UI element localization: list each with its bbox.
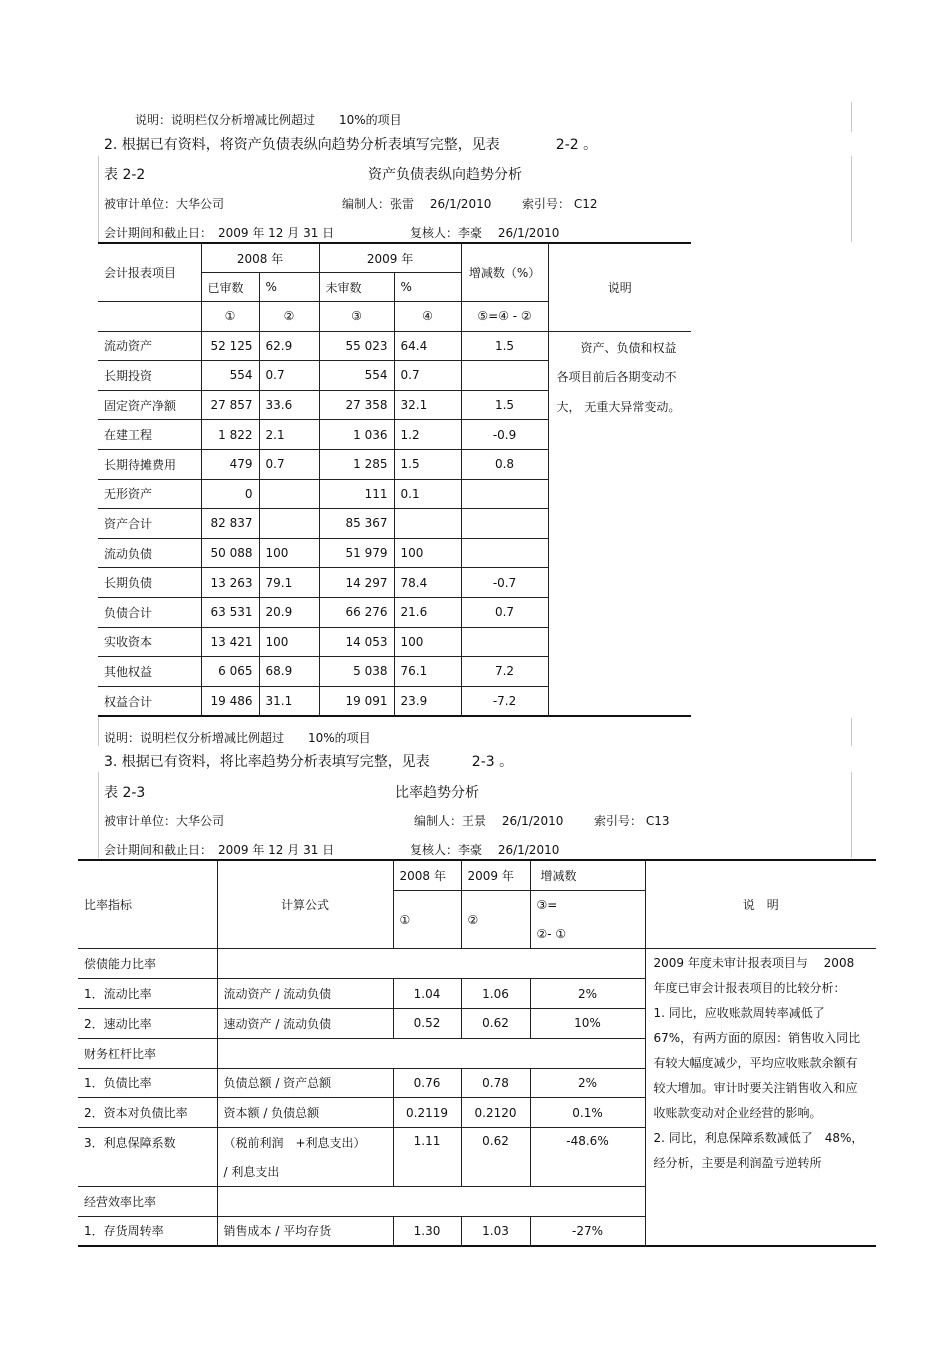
table-2-2-label: 表 2-2 — [104, 167, 146, 183]
row-value: 554 — [201, 361, 259, 391]
row-value — [394, 509, 461, 539]
section-label: 经营效率比率 — [78, 1186, 217, 1216]
row-value: 100 — [394, 627, 461, 657]
row-label: 其他权益 — [98, 657, 201, 687]
row-value: 51 979 — [319, 538, 394, 568]
row-value: 1.11 — [393, 1128, 461, 1187]
row-value: 100 — [394, 538, 461, 568]
table-2-2-title: 资产负债表纵向趋势分析 — [368, 167, 522, 183]
row-value: 1.5 — [394, 449, 461, 479]
table-2-3-label: 表 2-3 — [104, 785, 146, 801]
t23-unit: 被审计单位：大华公司 — [104, 814, 225, 828]
balance-sheet-trend-table — [98, 242, 691, 717]
row-value: 27 358 — [319, 390, 394, 420]
hdr-note-ratio: 说 明 — [645, 860, 876, 949]
row-formula: （税前利润 +利息支出） — [217, 1128, 393, 1157]
row-label: 2．资本对负债比率 — [78, 1098, 217, 1128]
row-value: 6 065 — [201, 657, 259, 687]
row-value: 0.1% — [530, 1098, 645, 1128]
t22-index: 索引号： C12 — [522, 197, 598, 211]
col-marker-2: ② — [259, 302, 319, 332]
hdr-formula: 计算公式 — [217, 860, 393, 949]
row-formula: 流动资产 / 流动负债 — [217, 979, 393, 1009]
t23-reviewer: 复核人：李豪 26/1/2010 — [410, 843, 560, 857]
row-value: 52 125 — [201, 331, 259, 361]
row-value: 0.7 — [259, 449, 319, 479]
col-marker-3: ③ — [319, 302, 394, 332]
row-value — [461, 361, 548, 391]
hdr-change-ratio: 增减数 — [530, 860, 645, 890]
t22-period: 会计期间和截止日： 2009 年 12 月 31 日 — [104, 226, 335, 240]
row-value: 19 091 — [319, 686, 394, 716]
row-value: 0.76 — [393, 1068, 461, 1098]
hdr-2009-ratio: 2009 年 — [461, 860, 530, 890]
row-value: 0.7 — [461, 597, 548, 627]
col-marker-1: ① — [201, 302, 259, 332]
row-label: 1．存货周转率 — [78, 1216, 217, 1246]
section-row — [78, 949, 876, 979]
row-label: 资产合计 — [98, 509, 201, 539]
row-label: 1．负债比率 — [78, 1068, 217, 1098]
row-value: 0.62 — [461, 1128, 530, 1187]
row-value — [461, 538, 548, 568]
row-label: 实收资本 — [98, 627, 201, 657]
row-value: 1.06 — [461, 979, 530, 1009]
row-value: 1.03 — [461, 1216, 530, 1246]
col-marker-r1: ① — [393, 890, 461, 949]
row-value: 82 837 — [201, 509, 259, 539]
note-top: 说明：说明栏仅分析增减比例超过 10%的项目 — [135, 113, 402, 127]
row-value: 62.9 — [259, 331, 319, 361]
row-value: 0.1 — [394, 479, 461, 509]
row-value: 0.2119 — [393, 1098, 461, 1128]
row-value: 14 297 — [319, 568, 394, 598]
row-value: 1 285 — [319, 449, 394, 479]
row-value: 63 531 — [201, 597, 259, 627]
row-label: 长期投资 — [98, 361, 201, 391]
row-value — [461, 509, 548, 539]
row-value: -48.6% — [530, 1128, 645, 1187]
section-empty — [217, 1038, 645, 1068]
row-value — [259, 479, 319, 509]
t23-index: 索引号： C13 — [594, 814, 670, 828]
row-label: 流动资产 — [98, 331, 201, 361]
hdr-unaudited: 未审数 — [319, 273, 394, 302]
section-empty — [217, 1186, 645, 1216]
remark-text: 资产、负债和权益各项目前后各期变动不大， 无重大异常变动。 — [548, 331, 691, 716]
row-value — [461, 479, 548, 509]
hdr-2009: 2009 年 — [319, 243, 461, 273]
row-value: 2% — [530, 979, 645, 1009]
row-value: 100 — [259, 627, 319, 657]
row-value: 1 822 — [201, 420, 259, 450]
row-value: -0.7 — [461, 568, 548, 598]
row-value: 78.4 — [394, 568, 461, 598]
row-label: 权益合计 — [98, 686, 201, 716]
row-label: 3．利息保障系数 — [78, 1128, 217, 1187]
row-value — [259, 509, 319, 539]
row-value: 14 053 — [319, 627, 394, 657]
row-value: 32.1 — [394, 390, 461, 420]
row-value: 21.6 — [394, 597, 461, 627]
row-label: 长期待摊费用 — [98, 449, 201, 479]
col-marker-r3b: ②- ① — [530, 920, 645, 949]
row-value: 1.5 — [461, 331, 548, 361]
row-value: 50 088 — [201, 538, 259, 568]
row-value: 68.9 — [259, 657, 319, 687]
hdr-indicator: 比率指标 — [78, 860, 217, 949]
note-middle: 说明：说明栏仅分析增减比例超过 10%的项目 — [104, 731, 371, 745]
row-value: 0.7 — [259, 361, 319, 391]
question-2: 2. 根据已有资料，将资产负债表纵向趋势分析表填写完整，见表 2-2 。 — [104, 137, 598, 153]
row-value: -7.2 — [461, 686, 548, 716]
row-value: 13 421 — [201, 627, 259, 657]
row-value: 0.2120 — [461, 1098, 530, 1128]
section-label: 偿债能力比率 — [78, 949, 217, 979]
row-value: 554 — [319, 361, 394, 391]
row-value: 31.1 — [259, 686, 319, 716]
ratio-trend-table — [78, 859, 876, 1247]
row-label: 无形资产 — [98, 479, 201, 509]
row-formula: 速动资产 / 流动负债 — [217, 1008, 393, 1038]
row-value: 2.1 — [259, 420, 319, 450]
row-value: 0.7 — [394, 361, 461, 391]
row-formula: 资本额 / 负债总额 — [217, 1098, 393, 1128]
t23-period: 会计期间和截止日： 2009 年 12 月 31 日 — [104, 843, 335, 857]
row-value: 1.5 — [461, 390, 548, 420]
row-value: 20.9 — [259, 597, 319, 627]
row-formula: 负债总额 / 资产总额 — [217, 1068, 393, 1098]
row-label: 2．速动比率 — [78, 1008, 217, 1038]
row-value: 85 367 — [319, 509, 394, 539]
row-label: 在建工程 — [98, 420, 201, 450]
row-label: 固定资产净额 — [98, 390, 201, 420]
row-formula: 销售成本 / 平均存货 — [217, 1216, 393, 1246]
row-label: 长期负债 — [98, 568, 201, 598]
row-value: 66 276 — [319, 597, 394, 627]
row-value: 27 857 — [201, 390, 259, 420]
row-value: 100 — [259, 538, 319, 568]
t22-unit: 被审计单位：大华公司 — [104, 197, 225, 211]
remark-text: 2009 年度未审计报表项目与 2008 年度已审会计报表项目的比较分析： 1. 同比，应收账款周转率减低了 67%，有两方面的原因：销售收入同比有较大幅度减少，平均应收账款余额有较大增加。审计时要关注销售收入和应收账款变动对企业经营的影响。 2. 同比，利息保障系数减低了 48%，经分析，主要是利润盈亏逆转所 — [645, 949, 876, 1246]
question-3: 3. 根据已有资料，将比率趋势分析表填写完整，见表 2-3 。 — [104, 754, 514, 770]
hdr-item: 会计报表项目 — [98, 243, 201, 302]
row-value: 23.9 — [394, 686, 461, 716]
hdr-pct-2009: % — [394, 273, 461, 302]
row-value: -27% — [530, 1216, 645, 1246]
t22-preparer: 编制人：张雷 26/1/2010 — [342, 197, 492, 211]
row-value: 1 036 — [319, 420, 394, 450]
row-label: 1．流动比率 — [78, 979, 217, 1009]
row-value: 111 — [319, 479, 394, 509]
t23-preparer: 编制人：王景 26/1/2010 — [414, 814, 564, 828]
table-2-3-title: 比率趋势分析 — [395, 785, 479, 801]
col-marker-5: ⑤=④ - ② — [461, 302, 548, 332]
row-value: 55 023 — [319, 331, 394, 361]
row-value: 64.4 — [394, 331, 461, 361]
col-marker-r3a: ③= — [530, 890, 645, 919]
row-formula: / 利息支出 — [217, 1157, 393, 1186]
row-value: 79.1 — [259, 568, 319, 598]
table-row — [98, 331, 691, 361]
hdr-2008-ratio: 2008 年 — [393, 860, 461, 890]
row-value: 0 — [201, 479, 259, 509]
section-empty — [217, 949, 645, 979]
col-marker-4: ④ — [394, 302, 461, 332]
row-value: 1.04 — [393, 979, 461, 1009]
row-value: 5 038 — [319, 657, 394, 687]
hdr-pct-2008: % — [259, 273, 319, 302]
hdr-note: 说明 — [548, 243, 691, 331]
row-value: 2% — [530, 1068, 645, 1098]
hdr-audited: 已审数 — [201, 273, 259, 302]
row-value: 0.62 — [461, 1008, 530, 1038]
row-value: 76.1 — [394, 657, 461, 687]
section-label: 财务杠杆比率 — [78, 1038, 217, 1068]
row-value: 7.2 — [461, 657, 548, 687]
row-value: 479 — [201, 449, 259, 479]
row-label: 负债合计 — [98, 597, 201, 627]
col-marker-r2: ② — [461, 890, 530, 949]
row-label: 流动负债 — [98, 538, 201, 568]
row-value: 1.2 — [394, 420, 461, 450]
row-value: 19 486 — [201, 686, 259, 716]
row-value: 0.52 — [393, 1008, 461, 1038]
hdr-change: 增减数（%） — [461, 243, 548, 302]
row-value: 33.6 — [259, 390, 319, 420]
row-value: 10% — [530, 1008, 645, 1038]
row-value: 0.78 — [461, 1068, 530, 1098]
row-value: 13 263 — [201, 568, 259, 598]
hdr-2008: 2008 年 — [201, 243, 319, 273]
row-value: 1.30 — [393, 1216, 461, 1246]
t22-reviewer: 复核人：李豪 26/1/2010 — [410, 226, 560, 240]
row-value: -0.9 — [461, 420, 548, 450]
row-value — [461, 627, 548, 657]
row-value: 0.8 — [461, 449, 548, 479]
